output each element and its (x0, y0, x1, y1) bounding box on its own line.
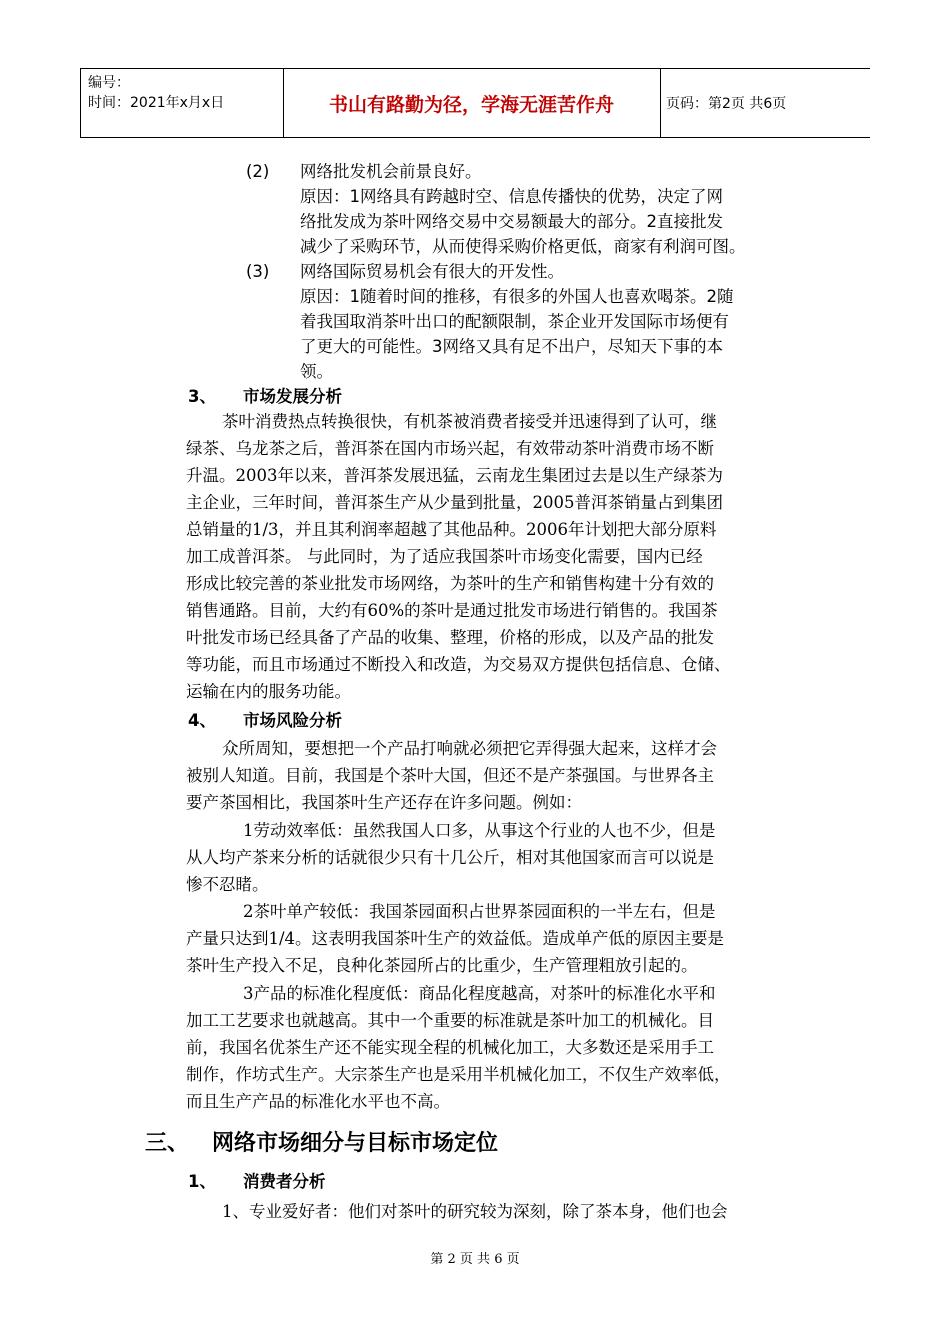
text-line: 原因：1网络具有跨越时空、信息传播快的优势，决定了网 (300, 187, 723, 206)
item-number: (3) (246, 262, 270, 281)
text-line: 减少了采购环节，从而使得采购价格更低，商家有利润可图。 (300, 237, 746, 256)
text-line: 众所周知，要想把一个产品打响就必须把它弄得强大起来，这样才会 (222, 739, 717, 758)
text-line: 加工工艺要求也就越高。其中一个重要的标准就是茶叶加工的机械化。目 (186, 1011, 714, 1030)
time-label: 时间：2021年x月x日 (88, 95, 225, 111)
text-line: 茶叶生产投入不足，良种化茶园所占的比重少，生产管理粗放引起的。 (186, 956, 698, 975)
section-number: 1、 (188, 1172, 216, 1191)
text-line: 而且生产产品的标准化水平也不高。 (186, 1092, 450, 1111)
text-line: 前，我国名优茶生产还不能实现全程的机械化加工，大多数还是采用手工 (186, 1038, 714, 1057)
text-line: 制作，作坊式生产。大宗茶生产也是采用半机械化加工，不仅生产效率低， (186, 1065, 731, 1084)
text-line: 络批发成为茶叶网络交易中交易额最大的部分。2直接批发 (300, 212, 723, 231)
text-line: 茶叶消费热点转换很快，有机茶被消费者接受并迅速得到了认可，继 (222, 412, 717, 431)
item-title: 网络国际贸易机会有很大的开发性。 (300, 262, 564, 281)
section-title: 市场风险分析 (243, 711, 342, 730)
text-line: 3产品的标准化程度低：商品化程度越高，对茶叶的标准化水平和 (243, 984, 716, 1003)
text-line: 销售通路。目前，大约有60%的茶叶是通过批发市场进行销售的。我国茶 (186, 601, 718, 620)
divider (80, 69, 81, 137)
header-motto: 书山有路勤为径，学海无涯苦作舟 (328, 93, 614, 116)
text-line: 惨不忍睹。 (186, 875, 269, 894)
text-line: 叶批发市场已经具备了产品的收集、整理，价格的形成，以及产品的批发 (186, 628, 714, 647)
text-line: 形成比较完善的茶业批发市场网络，为茶叶的生产和销售构建十分有效的 (186, 574, 714, 593)
chapter-title: 网络市场细分与目标市场定位 (212, 1131, 499, 1156)
text-line: 1、专业爱好者：他们对茶叶的研究较为深刻，除了茶本身，他们也会 (222, 1202, 728, 1221)
text-line: 主企业，三年时间，普洱茶生产从少量到批量，2005普洱茶销量占到集团 (186, 493, 723, 512)
text-line: 产量只达到1/4。这表明我国茶叶生产的效益低。造成单产低的原因主要是 (186, 929, 725, 948)
header-page-label: 页码：第2页 共6页 (666, 96, 787, 112)
text-line: 1劳动效率低：虽然我国人口多，从事这个行业的人也不少，但是 (243, 821, 716, 840)
divider (660, 69, 661, 137)
page-footer: 第 2 页 共 6 页 (430, 1252, 520, 1267)
text-line: 被别人知道。目前，我国是个茶叶大国，但还不是产茶强国。与世界各主 (186, 766, 714, 785)
text-line: 从人均产茶来分析的话就很少只有十几公斤，相对其他国家而言可以说是 (186, 848, 714, 867)
header-meta (88, 73, 224, 113)
text-line: 了更大的可能性。3网络又具有足不出户，尽知天下事的本 (300, 337, 723, 356)
text-line: 着我国取消茶叶出口的配额限制，茶企业开发国际市场便有 (300, 312, 729, 331)
text-line: 加工成普洱茶。 与此同时，为了适应我国茶叶市场变化需要，国内已经 (186, 547, 703, 566)
text-line: 总销量的1/3，并且其利润率超越了其他品种。2006年计划把大部分原料 (186, 520, 717, 539)
chapter-number: 三、 (145, 1131, 190, 1156)
section-title: 市场发展分析 (243, 387, 342, 406)
section-title: 消费者分析 (243, 1172, 326, 1191)
text-line: 等功能，而且市场通过不断投入和改造，为交易双方提供包括信息、仓储、 (186, 655, 731, 674)
section-number: 3、 (188, 387, 216, 406)
text-line: 2茶叶单产较低：我国茶园面积占世界茶园面积的一半左右，但是 (243, 902, 716, 921)
text-line: 运输在内的服务功能。 (186, 682, 351, 701)
number-label: 编号： (88, 75, 130, 91)
section-number: 4、 (188, 711, 216, 730)
item-number: (2) (246, 162, 270, 181)
text-line: 要产茶国相比，我国茶叶生产还存在许多问题。例如： (186, 793, 582, 812)
text-line: 绿茶、乌龙茶之后，普洱茶在国内市场兴起，有效带动茶叶消费市场不断 (186, 439, 714, 458)
text-line: 升温。2003年以来，普洱茶发展迅猛，云南龙生集团过去是以生产绿茶为 (186, 466, 723, 485)
text-line: 原因：1随着时间的推移，有很多的外国人也喜欢喝茶。2随 (300, 287, 734, 306)
item-title: 网络批发机会前景良好。 (300, 162, 482, 181)
text-line: 领。 (300, 362, 333, 381)
page-header (80, 68, 870, 138)
divider (283, 69, 284, 137)
